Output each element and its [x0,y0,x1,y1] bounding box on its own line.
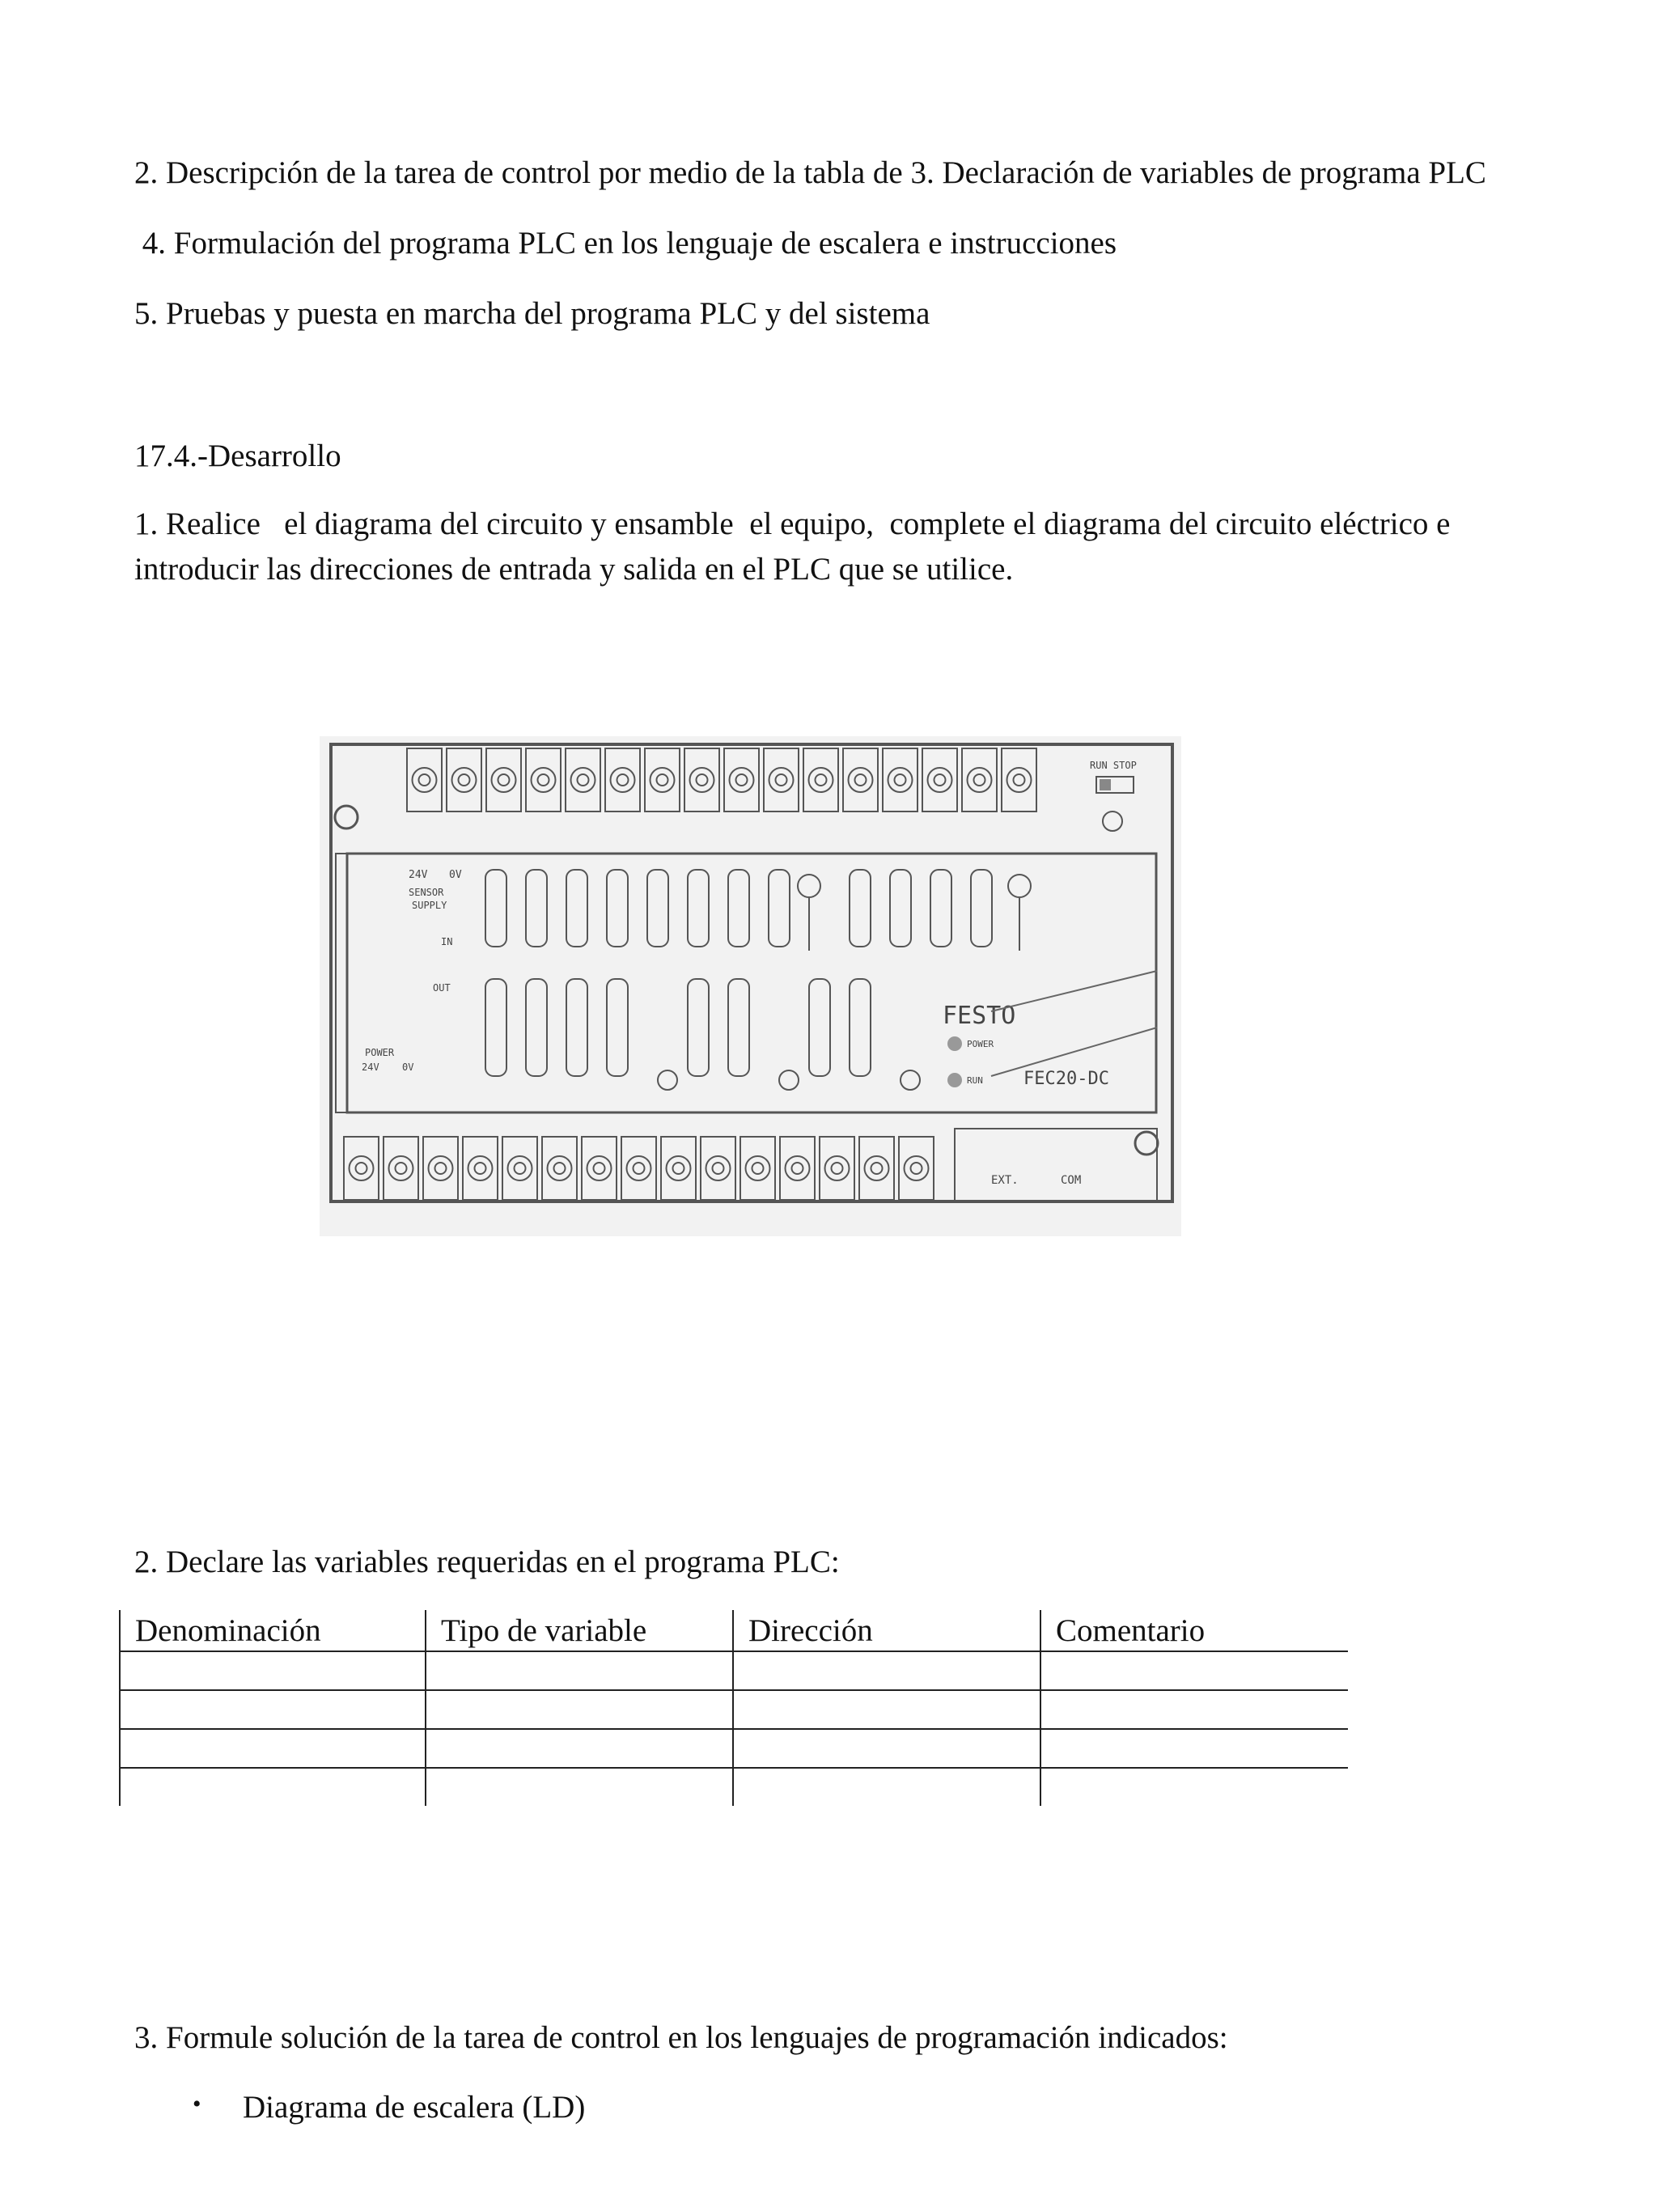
run-stop-label: RUN STOP [1090,760,1137,771]
power-label: POWER [365,1047,395,1058]
table-cell[interactable] [120,1768,426,1806]
run-led-icon [947,1073,962,1087]
table-row [120,1690,1348,1729]
supply-0v-label: 0V [449,869,462,881]
power-led-label: POWER [967,1039,994,1049]
supply-label: SUPPLY [412,900,447,911]
plc-module-illustration [320,736,1181,1236]
header-direccion: Dirección [733,1610,1040,1651]
table-cell[interactable] [120,1729,426,1768]
table-cell[interactable] [733,1651,1040,1690]
out-label: OUT [433,982,451,994]
variables-table [119,1610,1348,1806]
task-2-text: 2. Declare las variables requeridas en el programa PLC: [134,1545,840,1579]
table-cell[interactable] [733,1690,1040,1729]
table-cell[interactable] [426,1690,733,1729]
table-cell[interactable] [120,1651,426,1690]
task-3-text: 3. Formule solución de la tarea de control en los lenguajes de programación indicados: [134,2020,1228,2055]
table-row [120,1768,1348,1806]
header-denominacion: Denominación [120,1610,426,1651]
in-label: IN [441,936,453,947]
step-2-text: 2. Descripción de la tarea de control por medio de la tabla de 3. Declaración de variables de programa PLC [134,155,1486,190]
power-24v-label: 24V [362,1062,379,1073]
table-cell[interactable] [426,1651,733,1690]
supply-24v-label: 24V [409,869,428,881]
table-cell[interactable] [1040,1729,1348,1768]
power-0v-label: 0V [402,1062,414,1073]
task-1-text: 1. Realice el diagrama del circuito y ensamble el equipo, complete el diagrama del circuito eléctrico e introducir las direcciones de entrada y salida en el PLC que se utilice. [134,506,1459,587]
power-led-icon [947,1036,962,1051]
table-row [120,1651,1348,1690]
table-row [120,1729,1348,1768]
header-tipo-variable: Tipo de variable [426,1610,733,1651]
table-cell[interactable] [733,1729,1040,1768]
table-cell[interactable] [1040,1651,1348,1690]
step-4-text: 4. Formulación del programa PLC en los lenguaje de escalera e instrucciones [134,226,1117,261]
festo-logo: FESTO [943,1002,1016,1030]
ext-label: EXT. [991,1174,1019,1187]
bullet-item-ld: Diagrama de escalera (LD) [243,2090,586,2125]
table-header-row [120,1610,1348,1651]
table-cell[interactable] [426,1729,733,1768]
com-label: COM [1061,1174,1082,1187]
table-cell[interactable] [426,1768,733,1806]
run-led-label: RUN [967,1075,983,1086]
bullet-dot-icon: • [193,2091,201,2117]
header-comentario: Comentario [1040,1610,1348,1651]
section-heading: 17.4.-Desarrollo [134,439,341,473]
sensor-label: SENSOR [409,887,444,898]
step-5-text: 5. Pruebas y puesta en marcha del programa PLC y del sistema [134,296,930,331]
table-cell[interactable] [1040,1768,1348,1806]
table-cell[interactable] [733,1768,1040,1806]
table-cell[interactable] [1040,1690,1348,1729]
model-label: FEC20-DC [1023,1069,1109,1089]
table-cell[interactable] [120,1690,426,1729]
